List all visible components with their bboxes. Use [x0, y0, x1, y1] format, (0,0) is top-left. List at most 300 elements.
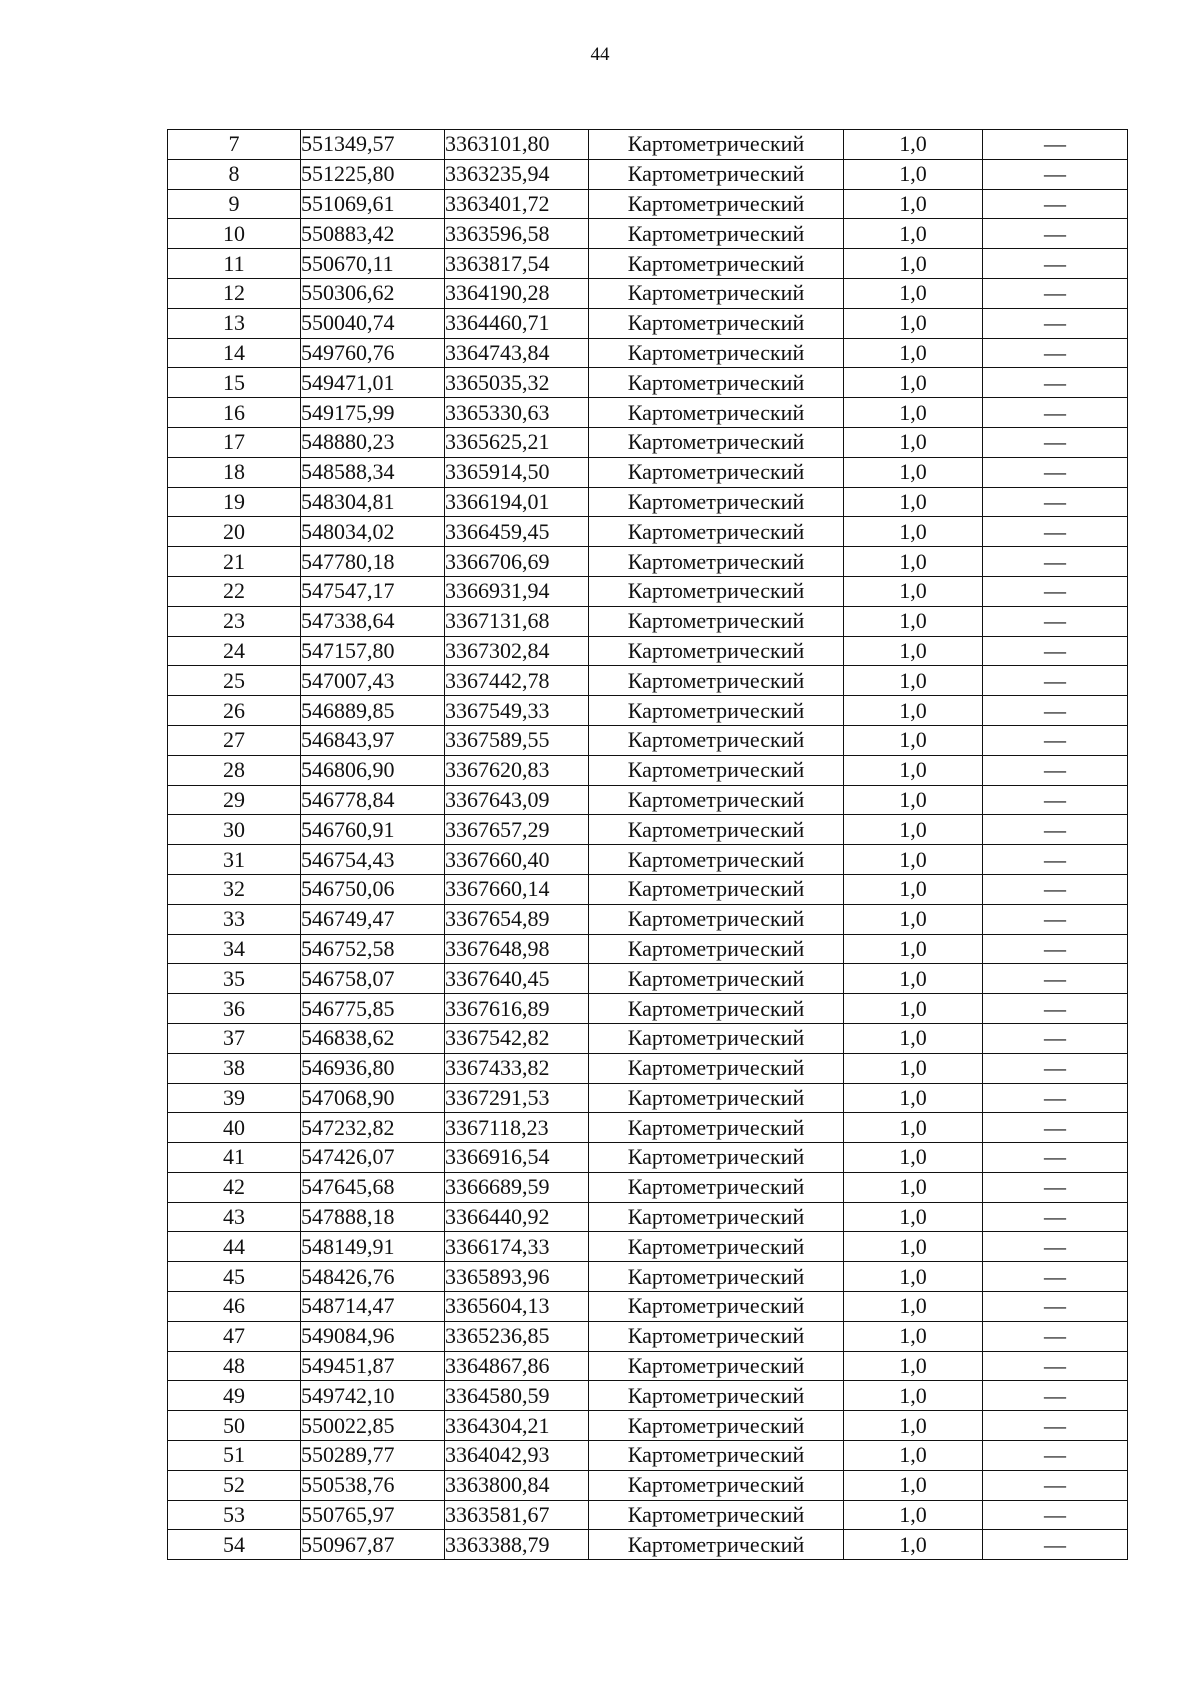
y-coordinate-cell: 3363817,54	[445, 249, 589, 279]
y-coordinate-cell: 3365035,32	[445, 368, 589, 398]
y-coordinate-cell: 3364304,21	[445, 1411, 589, 1441]
accuracy-cell: 1,0	[844, 1381, 983, 1411]
table-row	[168, 1321, 1128, 1351]
point-number-cell: 19	[168, 487, 301, 517]
table-row	[168, 1292, 1128, 1322]
description-cell: —	[983, 1023, 1128, 1053]
description-cell: —	[983, 874, 1128, 904]
method-cell: Картометрический	[589, 1441, 844, 1471]
method-cell: Картометрический	[589, 1530, 844, 1560]
x-coordinate-cell: 548304,81	[301, 487, 445, 517]
x-coordinate-cell: 548149,91	[301, 1232, 445, 1262]
point-number-cell: 29	[168, 785, 301, 815]
method-cell: Картометрический	[589, 874, 844, 904]
description-cell: —	[983, 964, 1128, 994]
point-number-cell: 46	[168, 1292, 301, 1322]
y-coordinate-cell: 3366931,94	[445, 576, 589, 606]
table-row	[168, 457, 1128, 487]
table-row	[168, 338, 1128, 368]
y-coordinate-cell: 3365236,85	[445, 1321, 589, 1351]
method-cell: Картометрический	[589, 159, 844, 189]
table-row	[168, 1262, 1128, 1292]
point-number-cell: 25	[168, 666, 301, 696]
method-cell: Картометрический	[589, 487, 844, 517]
coordinates-table	[167, 129, 1128, 1560]
table-row	[168, 725, 1128, 755]
x-coordinate-cell: 546889,85	[301, 696, 445, 726]
x-coordinate-cell: 547645,68	[301, 1172, 445, 1202]
table-row	[168, 219, 1128, 249]
point-number-cell: 16	[168, 398, 301, 428]
accuracy-cell: 1,0	[844, 338, 983, 368]
accuracy-cell: 1,0	[844, 1351, 983, 1381]
accuracy-cell: 1,0	[844, 725, 983, 755]
table-row	[168, 189, 1128, 219]
point-number-cell: 45	[168, 1262, 301, 1292]
method-cell: Картометрический	[589, 934, 844, 964]
point-number-cell: 40	[168, 1113, 301, 1143]
method-cell: Картометрический	[589, 1083, 844, 1113]
accuracy-cell: 1,0	[844, 696, 983, 726]
point-number-cell: 49	[168, 1381, 301, 1411]
accuracy-cell: 1,0	[844, 785, 983, 815]
point-number-cell: 39	[168, 1083, 301, 1113]
x-coordinate-cell: 546843,97	[301, 725, 445, 755]
method-cell: Картометрический	[589, 189, 844, 219]
y-coordinate-cell: 3367118,23	[445, 1113, 589, 1143]
method-cell: Картометрический	[589, 398, 844, 428]
x-coordinate-cell: 547888,18	[301, 1202, 445, 1232]
y-coordinate-cell: 3364867,86	[445, 1351, 589, 1381]
accuracy-cell: 1,0	[844, 1500, 983, 1530]
x-coordinate-cell: 550040,74	[301, 308, 445, 338]
table-row	[168, 1143, 1128, 1173]
description-cell: —	[983, 606, 1128, 636]
accuracy-cell: 1,0	[844, 1321, 983, 1351]
description-cell: —	[983, 398, 1128, 428]
y-coordinate-cell: 3365625,21	[445, 427, 589, 457]
description-cell: —	[983, 1351, 1128, 1381]
x-coordinate-cell: 546750,06	[301, 874, 445, 904]
point-number-cell: 37	[168, 1023, 301, 1053]
table-row	[168, 994, 1128, 1024]
y-coordinate-cell: 3366174,33	[445, 1232, 589, 1262]
description-cell: —	[983, 666, 1128, 696]
description-cell: —	[983, 1113, 1128, 1143]
description-cell: —	[983, 1292, 1128, 1322]
description-cell: —	[983, 1470, 1128, 1500]
method-cell: Картометрический	[589, 1500, 844, 1530]
method-cell: Картометрический	[589, 457, 844, 487]
y-coordinate-cell: 3367291,53	[445, 1083, 589, 1113]
y-coordinate-cell: 3367643,09	[445, 785, 589, 815]
point-number-cell: 23	[168, 606, 301, 636]
table-row	[168, 308, 1128, 338]
description-cell: —	[983, 457, 1128, 487]
point-number-cell: 13	[168, 308, 301, 338]
method-cell: Картометрический	[589, 606, 844, 636]
accuracy-cell: 1,0	[844, 576, 983, 606]
method-cell: Картометрический	[589, 636, 844, 666]
table-row	[168, 1500, 1128, 1530]
description-cell: —	[983, 994, 1128, 1024]
table-row	[168, 249, 1128, 279]
accuracy-cell: 1,0	[844, 189, 983, 219]
y-coordinate-cell: 3367131,68	[445, 606, 589, 636]
y-coordinate-cell: 3367648,98	[445, 934, 589, 964]
accuracy-cell: 1,0	[844, 547, 983, 577]
point-number-cell: 41	[168, 1143, 301, 1173]
table-row	[168, 696, 1128, 726]
table-row	[168, 1023, 1128, 1053]
x-coordinate-cell: 546775,85	[301, 994, 445, 1024]
y-coordinate-cell: 3363581,67	[445, 1500, 589, 1530]
y-coordinate-cell: 3367616,89	[445, 994, 589, 1024]
table-row	[168, 576, 1128, 606]
point-number-cell: 9	[168, 189, 301, 219]
method-cell: Картометрический	[589, 1053, 844, 1083]
point-number-cell: 7	[168, 130, 301, 160]
table-row	[168, 1083, 1128, 1113]
description-cell: —	[983, 159, 1128, 189]
table-row	[168, 666, 1128, 696]
table-row	[168, 1053, 1128, 1083]
y-coordinate-cell: 3366194,01	[445, 487, 589, 517]
point-number-cell: 14	[168, 338, 301, 368]
point-number-cell: 30	[168, 815, 301, 845]
description-cell: —	[983, 934, 1128, 964]
x-coordinate-cell: 551069,61	[301, 189, 445, 219]
description-cell: —	[983, 278, 1128, 308]
y-coordinate-cell: 3367640,45	[445, 964, 589, 994]
point-number-cell: 28	[168, 755, 301, 785]
table-row	[168, 1441, 1128, 1471]
point-number-cell: 33	[168, 904, 301, 934]
y-coordinate-cell: 3366706,69	[445, 547, 589, 577]
y-coordinate-cell: 3363401,72	[445, 189, 589, 219]
table-row	[168, 636, 1128, 666]
x-coordinate-cell: 546936,80	[301, 1053, 445, 1083]
y-coordinate-cell: 3366689,59	[445, 1172, 589, 1202]
table-row	[168, 606, 1128, 636]
accuracy-cell: 1,0	[844, 219, 983, 249]
point-number-cell: 42	[168, 1172, 301, 1202]
accuracy-cell: 1,0	[844, 666, 983, 696]
description-cell: —	[983, 1321, 1128, 1351]
table-row	[168, 1530, 1128, 1560]
description-cell: —	[983, 1053, 1128, 1083]
point-number-cell: 52	[168, 1470, 301, 1500]
point-number-cell: 18	[168, 457, 301, 487]
accuracy-cell: 1,0	[844, 1202, 983, 1232]
point-number-cell: 48	[168, 1351, 301, 1381]
point-number-cell: 15	[168, 368, 301, 398]
accuracy-cell: 1,0	[844, 308, 983, 338]
method-cell: Картометрический	[589, 1232, 844, 1262]
x-coordinate-cell: 550670,11	[301, 249, 445, 279]
accuracy-cell: 1,0	[844, 1083, 983, 1113]
accuracy-cell: 1,0	[844, 1172, 983, 1202]
point-number-cell: 53	[168, 1500, 301, 1530]
method-cell: Картометрический	[589, 368, 844, 398]
description-cell: —	[983, 725, 1128, 755]
y-coordinate-cell: 3364580,59	[445, 1381, 589, 1411]
accuracy-cell: 1,0	[844, 874, 983, 904]
table-row	[168, 1470, 1128, 1500]
point-number-cell: 34	[168, 934, 301, 964]
accuracy-cell: 1,0	[844, 159, 983, 189]
x-coordinate-cell: 547068,90	[301, 1083, 445, 1113]
method-cell: Картометрический	[589, 1411, 844, 1441]
y-coordinate-cell: 3367654,89	[445, 904, 589, 934]
point-number-cell: 36	[168, 994, 301, 1024]
method-cell: Картометрический	[589, 219, 844, 249]
y-coordinate-cell: 3366916,54	[445, 1143, 589, 1173]
y-coordinate-cell: 3367433,82	[445, 1053, 589, 1083]
method-cell: Картометрический	[589, 1113, 844, 1143]
description-cell: —	[983, 189, 1128, 219]
method-cell: Картометрический	[589, 725, 844, 755]
point-number-cell: 10	[168, 219, 301, 249]
method-cell: Картометрический	[589, 338, 844, 368]
method-cell: Картометрический	[589, 815, 844, 845]
method-cell: Картометрический	[589, 427, 844, 457]
method-cell: Картометрический	[589, 1172, 844, 1202]
y-coordinate-cell: 3364460,71	[445, 308, 589, 338]
point-number-cell: 20	[168, 517, 301, 547]
y-coordinate-cell: 3363388,79	[445, 1530, 589, 1560]
method-cell: Картометрический	[589, 1023, 844, 1053]
description-cell: —	[983, 338, 1128, 368]
point-number-cell: 22	[168, 576, 301, 606]
method-cell: Картометрический	[589, 1321, 844, 1351]
y-coordinate-cell: 3367620,83	[445, 755, 589, 785]
x-coordinate-cell: 551225,80	[301, 159, 445, 189]
accuracy-cell: 1,0	[844, 934, 983, 964]
x-coordinate-cell: 548426,76	[301, 1262, 445, 1292]
x-coordinate-cell: 547547,17	[301, 576, 445, 606]
method-cell: Картометрический	[589, 1262, 844, 1292]
y-coordinate-cell: 3366440,92	[445, 1202, 589, 1232]
x-coordinate-cell: 549084,96	[301, 1321, 445, 1351]
x-coordinate-cell: 548714,47	[301, 1292, 445, 1322]
table-row	[168, 755, 1128, 785]
x-coordinate-cell: 546749,47	[301, 904, 445, 934]
method-cell: Картометрический	[589, 696, 844, 726]
table-row	[168, 904, 1128, 934]
accuracy-cell: 1,0	[844, 1113, 983, 1143]
method-cell: Картометрический	[589, 517, 844, 547]
y-coordinate-cell: 3367302,84	[445, 636, 589, 666]
y-coordinate-cell: 3366459,45	[445, 517, 589, 547]
description-cell: —	[983, 1500, 1128, 1530]
y-coordinate-cell: 3363596,58	[445, 219, 589, 249]
table-row	[168, 874, 1128, 904]
table-row	[168, 1172, 1128, 1202]
point-number-cell: 47	[168, 1321, 301, 1351]
description-cell: —	[983, 427, 1128, 457]
method-cell: Картометрический	[589, 130, 844, 160]
table-row	[168, 1411, 1128, 1441]
x-coordinate-cell: 550883,42	[301, 219, 445, 249]
accuracy-cell: 1,0	[844, 1053, 983, 1083]
accuracy-cell: 1,0	[844, 1143, 983, 1173]
description-cell: —	[983, 130, 1128, 160]
description-cell: —	[983, 785, 1128, 815]
y-coordinate-cell: 3364042,93	[445, 1441, 589, 1471]
description-cell: —	[983, 1411, 1128, 1441]
point-number-cell: 26	[168, 696, 301, 726]
x-coordinate-cell: 546752,58	[301, 934, 445, 964]
y-coordinate-cell: 3365330,63	[445, 398, 589, 428]
table-row	[168, 815, 1128, 845]
x-coordinate-cell: 549175,99	[301, 398, 445, 428]
x-coordinate-cell: 550538,76	[301, 1470, 445, 1500]
accuracy-cell: 1,0	[844, 368, 983, 398]
method-cell: Картометрический	[589, 994, 844, 1024]
table-row	[168, 1232, 1128, 1262]
accuracy-cell: 1,0	[844, 994, 983, 1024]
method-cell: Картометрический	[589, 666, 844, 696]
x-coordinate-cell: 547426,07	[301, 1143, 445, 1173]
point-number-cell: 35	[168, 964, 301, 994]
y-coordinate-cell: 3363800,84	[445, 1470, 589, 1500]
accuracy-cell: 1,0	[844, 606, 983, 636]
table-row	[168, 368, 1128, 398]
x-coordinate-cell: 550765,97	[301, 1500, 445, 1530]
description-cell: —	[983, 547, 1128, 577]
accuracy-cell: 1,0	[844, 1232, 983, 1262]
x-coordinate-cell: 549742,10	[301, 1381, 445, 1411]
x-coordinate-cell: 546754,43	[301, 845, 445, 875]
table-row	[168, 547, 1128, 577]
x-coordinate-cell: 546838,62	[301, 1023, 445, 1053]
method-cell: Картометрический	[589, 964, 844, 994]
description-cell: —	[983, 219, 1128, 249]
point-number-cell: 51	[168, 1441, 301, 1471]
table-row	[168, 487, 1128, 517]
accuracy-cell: 1,0	[844, 1262, 983, 1292]
x-coordinate-cell: 547780,18	[301, 547, 445, 577]
description-cell: —	[983, 636, 1128, 666]
method-cell: Картометрический	[589, 547, 844, 577]
y-coordinate-cell: 3363101,80	[445, 130, 589, 160]
description-cell: —	[983, 1143, 1128, 1173]
table-row	[168, 398, 1128, 428]
accuracy-cell: 1,0	[844, 1470, 983, 1500]
accuracy-cell: 1,0	[844, 755, 983, 785]
accuracy-cell: 1,0	[844, 249, 983, 279]
x-coordinate-cell: 547007,43	[301, 666, 445, 696]
x-coordinate-cell: 550306,62	[301, 278, 445, 308]
point-number-cell: 50	[168, 1411, 301, 1441]
x-coordinate-cell: 550289,77	[301, 1441, 445, 1471]
x-coordinate-cell: 548034,02	[301, 517, 445, 547]
description-cell: —	[983, 1530, 1128, 1560]
description-cell: —	[983, 368, 1128, 398]
method-cell: Картометрический	[589, 1202, 844, 1232]
accuracy-cell: 1,0	[844, 517, 983, 547]
accuracy-cell: 1,0	[844, 815, 983, 845]
table-row	[168, 964, 1128, 994]
method-cell: Картометрический	[589, 1470, 844, 1500]
coordinates-table-body	[168, 130, 1128, 1560]
point-number-cell: 11	[168, 249, 301, 279]
x-coordinate-cell: 549471,01	[301, 368, 445, 398]
description-cell: —	[983, 1381, 1128, 1411]
point-number-cell: 31	[168, 845, 301, 875]
method-cell: Картометрический	[589, 1351, 844, 1381]
point-number-cell: 24	[168, 636, 301, 666]
table-row	[168, 785, 1128, 815]
table-row	[168, 1381, 1128, 1411]
y-coordinate-cell: 3367542,82	[445, 1023, 589, 1053]
y-coordinate-cell: 3365893,96	[445, 1262, 589, 1292]
accuracy-cell: 1,0	[844, 904, 983, 934]
point-number-cell: 32	[168, 874, 301, 904]
accuracy-cell: 1,0	[844, 278, 983, 308]
method-cell: Картометрический	[589, 1381, 844, 1411]
description-cell: —	[983, 517, 1128, 547]
accuracy-cell: 1,0	[844, 427, 983, 457]
description-cell: —	[983, 696, 1128, 726]
accuracy-cell: 1,0	[844, 845, 983, 875]
x-coordinate-cell: 548588,34	[301, 457, 445, 487]
accuracy-cell: 1,0	[844, 1530, 983, 1560]
x-coordinate-cell: 546778,84	[301, 785, 445, 815]
x-coordinate-cell: 546758,07	[301, 964, 445, 994]
y-coordinate-cell: 3367660,14	[445, 874, 589, 904]
x-coordinate-cell: 546806,90	[301, 755, 445, 785]
x-coordinate-cell: 547338,64	[301, 606, 445, 636]
point-number-cell: 17	[168, 427, 301, 457]
accuracy-cell: 1,0	[844, 1292, 983, 1322]
y-coordinate-cell: 3364190,28	[445, 278, 589, 308]
x-coordinate-cell: 547157,80	[301, 636, 445, 666]
y-coordinate-cell: 3367657,29	[445, 815, 589, 845]
accuracy-cell: 1,0	[844, 1411, 983, 1441]
description-cell: —	[983, 1202, 1128, 1232]
description-cell: —	[983, 904, 1128, 934]
accuracy-cell: 1,0	[844, 130, 983, 160]
description-cell: —	[983, 815, 1128, 845]
x-coordinate-cell: 546760,91	[301, 815, 445, 845]
method-cell: Картометрический	[589, 576, 844, 606]
description-cell: —	[983, 1232, 1128, 1262]
point-number-cell: 8	[168, 159, 301, 189]
y-coordinate-cell: 3367660,40	[445, 845, 589, 875]
x-coordinate-cell: 549760,76	[301, 338, 445, 368]
table-row	[168, 1202, 1128, 1232]
page-number: 44	[590, 44, 610, 65]
point-number-cell: 54	[168, 1530, 301, 1560]
description-cell: —	[983, 308, 1128, 338]
y-coordinate-cell: 3367549,33	[445, 696, 589, 726]
method-cell: Картометрический	[589, 308, 844, 338]
table-row	[168, 934, 1128, 964]
point-number-cell: 21	[168, 547, 301, 577]
table-row	[168, 130, 1128, 160]
point-number-cell: 38	[168, 1053, 301, 1083]
x-coordinate-cell: 550022,85	[301, 1411, 445, 1441]
description-cell: —	[983, 1262, 1128, 1292]
table-row	[168, 278, 1128, 308]
description-cell: —	[983, 755, 1128, 785]
description-cell: —	[983, 576, 1128, 606]
point-number-cell: 12	[168, 278, 301, 308]
method-cell: Картометрический	[589, 1143, 844, 1173]
description-cell: —	[983, 1083, 1128, 1113]
